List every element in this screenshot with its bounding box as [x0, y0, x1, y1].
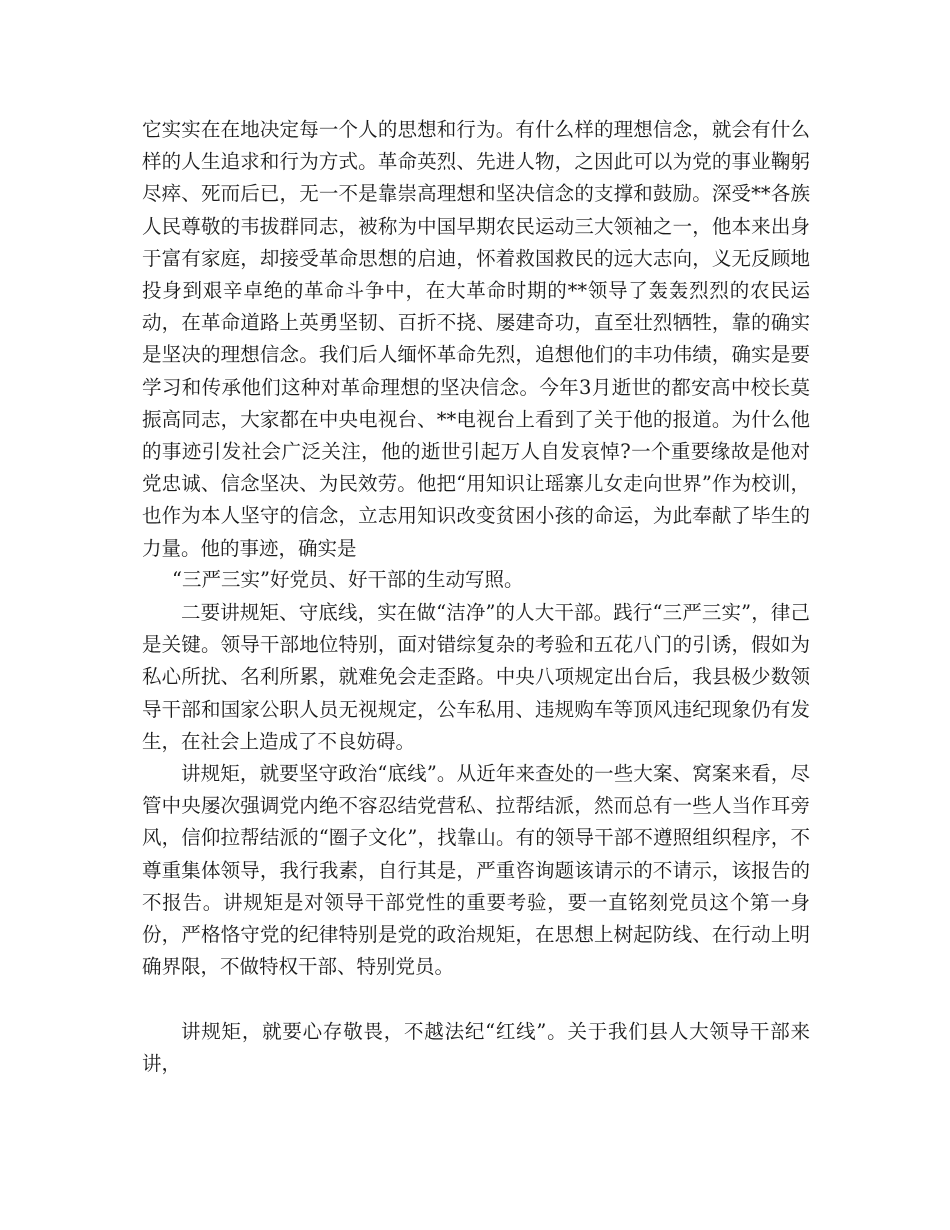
paragraph-three-stricts-example: “三严三实”好党员、好干部的生动写照。	[172, 568, 524, 591]
paragraph-respect-law-red-line: 讲规矩，就要心存敬畏，不越法纪“红线”。关于我们县人大领导干部来讲，	[142, 1020, 810, 1076]
paragraph-political-bottom-line: 讲规矩，就要坚守政治“底线”。从近年来查处的一些大案、窝案来看，尽管中央屡次强调党内绝不容忍结党营私、拉帮结派，然而总有一些人当作耳旁风，信仰拉帮结派的“圈子文化”，找靠山。有的领导干部不遵照组织程序，不尊重集体领导，我行我素，自行其是，严重咨询题该请示的不请示，该报告的不报告。讲规矩是对领导干部党性的重要考验，要一直铭刻党员这个第一身份，严格恪守党的纪律特别是党的政治规矩，在思想上树起防线、在行动上明确界限，不做特权干部、特别党员。	[142, 762, 810, 979]
paragraph-rules-and-bottom-line: 二要讲规矩、守底线，实在做“洁净”的人大干部。践行“三严三实”，律己是关键。领导干部地位特别，面对错综复杂的考验和五花八门的引诱，假如为私心所扰、名利所累，就难免会走歪路。中央八项规定出台后，我县极少数领导干部和国家公职人员无视规定，公车私用、违规购车等顶风违纪现象仍有发生，在社会上造成了不良妨碍。	[142, 601, 810, 753]
paragraph-ideals-continuation: 它实实在在地决定每一个人的思想和行为。有什么样的理想信念，就会有什么样的人生追求和行为方式。革命英烈、先进人物，之因此可以为党的事业鞠躬尽瘁、死而后已，无一不是靠崇高理想和坚决信念的支撑和鼓励。深受**各族人民尊敬的韦拔群同志，被称为中国早期农民运动三大领袖之一，他本来出身于富有家庭，却接受革命思想的启迪，怀着救国救民的远大志向，义无反顾地投身到艰辛卓绝的革命斗争中，在大革命时期的**领导了轰轰烈烈的农民运动，在革命道路上英勇坚韧、百折不挠、屡建奇功，直至壮烈牺牲，靠的确实是坚决的理想信念。我们后人缅怀革命先烈，追想他们的丰功伟绩，确实是要学习和传承他们这种对革命理想的坚决信念。今年3月逝世的都安高中校长莫振高同志，大家都在中央电视台、**电视台上看到了关于他的报道。为什么他的事迹引发社会广泛关注，他的逝世引起万人自发哀悼?一个重要缘故是他对党忠诚、信念坚决、为民效劳。他把“用知识让瑶寨儿女走向世界”作为校训，也作为本人坚守的信念，立志用知识改变贫困小孩的命运，为此奉献了毕生的力量。他的事迹，确实是	[142, 118, 810, 560]
